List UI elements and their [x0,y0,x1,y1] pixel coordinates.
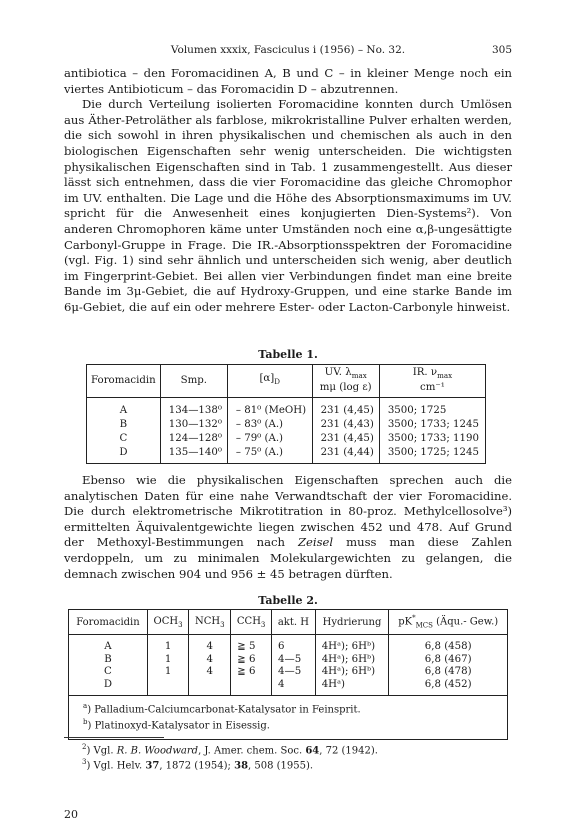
body-text-lower [64,473,512,582]
table-2-notes [69,696,508,740]
table-row: C 1 4 ≧ 6 4—5 4Hᵃ); 6Hᵇ) 6,8 (478) [69,666,508,679]
col-nch3: $NCH_3$ [189,610,231,635]
table-row: D 135—140⁰ – 75⁰ (A.) 231 (4,44) 3500; 1725; 1245 [87,445,486,463]
table-row: D 4 4Hᵃ) 6,8 (452) [69,679,508,696]
footnote-2: $^2$) Vgl. R. B. Woodward, J. Amer. chem. Soc. 64, 72 (1942). [82,743,378,757]
signature-mark: 20 [64,808,78,821]
body-text-upper [64,66,512,316]
col-hydrierung: Hydrierung [315,610,389,635]
footnote-3: $^3$) Vgl. Helv. 37, 1872 (1954); 38, 508 (1955). [82,758,314,772]
table-1-caption: Tabelle 1. [258,348,318,361]
table-row: C 124—128⁰ – 79⁰ (A.) 231 (4,45) 3500; 1733; 1190 [87,431,486,445]
table-row: B 1 4 ≧ 6 4—5 4Hᵃ); 6Hᵇ) 6,8 (467) [69,654,508,667]
footnote-rule [64,737,164,738]
col-och3: $OCH_3$ [147,610,188,635]
table-note-a: $^a$) Palladium-Calciumcarbonat-Katalysator in Feinsprit. [83,702,361,716]
col-foromacidin: Foromacidin [87,365,161,398]
table-2-header [69,610,508,635]
table-row: A 134—138⁰ – 81⁰ (MeOH) 231 (4,45) 3500; 1725 [87,397,486,417]
journal-citation: Volumen xxxix, Fasciculus i (1956) – No. 32. [170,44,406,56]
paragraph-1: antibiotica – den Foromacidinen A, B und C – in kleiner Menge noch ein viertes Antibioticum – das Foromacidin D – abzutrennen. [64,66,512,96]
col-cch3: $CCH_3$ [231,610,272,635]
table-row: A 1 4 ≧ 5 6 4Hᵃ); 6Hᵇ) 6,8 (458) [69,635,508,654]
running-header [64,44,512,60]
author-name: Zeisel [297,535,334,550]
col-foromacidin: Foromacidin [69,610,148,635]
table-1 [86,364,486,464]
paragraph-2: Die durch Verteilung isolierten Foromacidine konnten durch Umlösen aus Äther-Petroläther als farblose, mikrokristalline Pulver erhalten werden, die sich sowohl in ihren physikalischen und chemischen als auch in den biologischen Eigenschaften sehr wenig unterscheiden. Die wichtigsten physikalischen Eigenschaften sind in Tab. 1 zusammengestellt. Aus dieser lässt sich entnehmen, dass die vier Foromacidine das gleiche Chromophor im UV. enthalten. Die Lage und die Höhe des Absorptionsmaximums im UV. spricht für die Anwesenheit eines konjugierten Dien-Systems²). Von anderen Chromophoren käme unter Umständen noch eine α,β-ungesättigte Carbonyl-Gruppe in Frage. Die IR.-Absorptionsspektren der Foromacidine (vgl. Fig. 1) sind sehr ähnlich und unterscheiden sich wenig, aber deutlich im Fingerprint-Gebiet. Bei allen vier Verbindungen findet man eine breite Bande im 3μ-Gebiet, die auf Hydroxy-Gruppen, und eine starke Bande im 6μ-Gebiet, die auf ein oder mehrere Ester- oder Lacton-Carbonyle hinweist. [64,97,512,314]
table-note-b: $^b$) Platinoxyd-Katalysator in Eisessig. [83,718,270,732]
col-ir: IR. $\nu_{max}$ cm⁻¹ [379,365,485,398]
table-row: B 130—132⁰ – 83⁰ (A.) 231 (4,43) 3500; 1733; 1245 [87,418,486,432]
col-alpha: $[\alpha]_D$ [227,365,312,398]
table-2 [68,609,508,740]
col-smp: Smp. [160,365,227,398]
col-akt-h: akt. H [272,610,316,635]
table-1-header [87,365,486,398]
page-number: 305 [491,44,512,56]
col-uv: UV. $\lambda_{max}$ mμ (log ε) [312,365,379,398]
table-2-caption: Tabelle 2. [258,594,318,607]
col-pk: $pK^*_{MCS}$ (Äqu.- Gew.) [389,610,508,635]
paragraph-3: Ebenso wie die physikalischen Eigenschaften sprechen auch die analytischen Daten für eine nahe Verwandtschaft der vier Foromacidine. Die durch elektrometrische Mikrotitration in 80-proz. Methylcellosolve³) ermittelten Äquivalentgewichte liegen zwischen 452 und 478. Auf Grund der Methoxyl-Bestimmungen nach Zeisel muss man diese Zahlen verdoppeln, um zu minimalen Molekulargewichten zu gelangen, die demnach zwischen 904 und 956 ± 45 betragen dürften. [64,473,513,581]
